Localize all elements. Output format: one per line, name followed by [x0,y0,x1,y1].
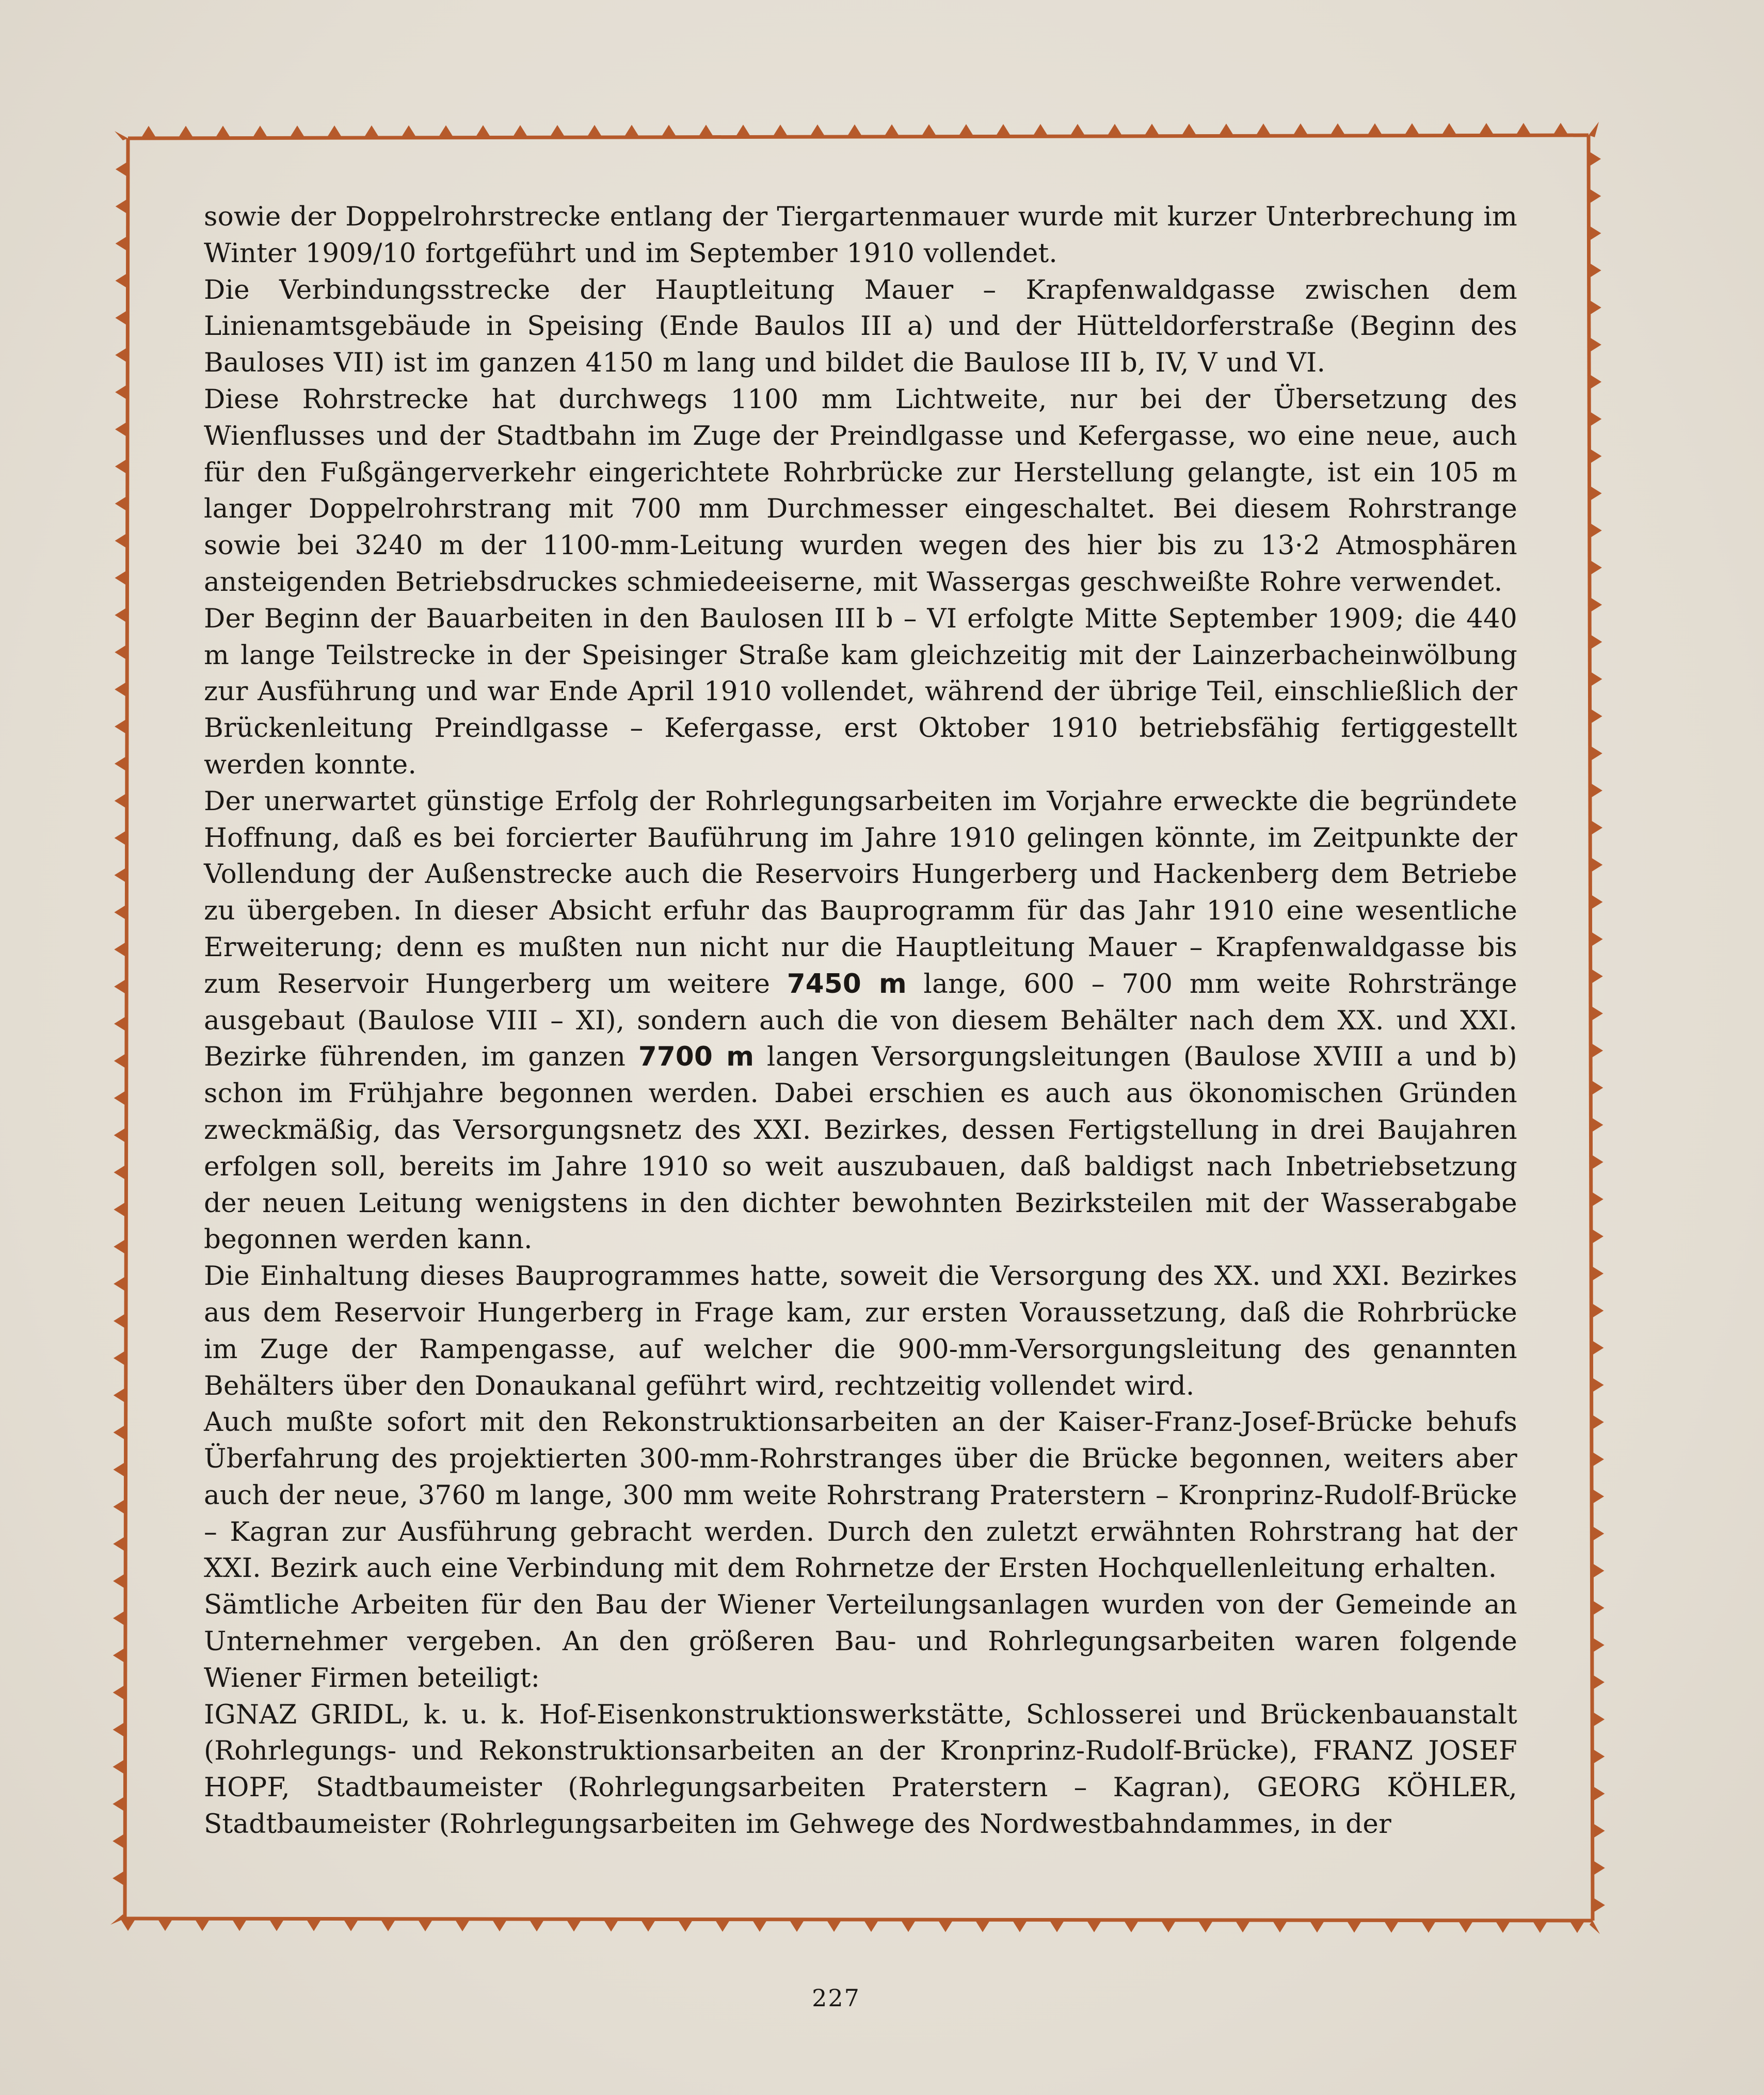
border-tooth-right [1591,969,1603,984]
border-tooth-top [1218,123,1234,136]
border-tooth-bottom [1086,1920,1102,1932]
border-tooth-left [115,793,127,809]
paragraph-firms: IGNAZ GRIDL, k. u. k. Hof-Eisenkonstruktionswerkstätte, Schlosserei und Brückenbauanstalt (Rohrlegungs- und Rekonstruktionsarbeiten an der Kronprinz-Rudolf-Brücke), FRANZ JOSEF HOPF, Stadtbaumeister (Rohrlegungsarbeiten Praterstern – Kagran), GEORG KÖHLER, Stadtbaumeister (Rohrlegungsarbeiten im Gehwege des Nordwestbahndammes, in der [204,1699,1517,1840]
border-tooth-top [475,125,491,138]
border-tooth-right [1589,411,1601,427]
border-tooth-left [113,1536,125,1552]
border-tooth-bottom [715,1920,730,1932]
border-tooth-bottom [752,1920,767,1932]
border-tooth-right [1589,151,1601,167]
border-tooth-left [113,1871,125,1886]
border-tooth-left [113,1685,125,1700]
border-tooth-bottom [1458,1921,1473,1933]
border-tooth-bottom [343,1919,359,1931]
border-tooth-left [115,459,127,474]
border-tooth-left [115,867,127,883]
border-tooth-bottom [826,1920,842,1932]
border-tooth-top [1144,124,1160,136]
border-tooth-left [114,1165,126,1180]
border-tooth-top [141,126,156,138]
border-tooth-left [114,1313,126,1329]
border-tooth-right [1591,1191,1603,1207]
border-tooth-top [252,125,268,138]
border-tooth-right [1590,820,1602,835]
border-tooth-left [115,533,127,549]
border-tooth-bottom [1421,1921,1436,1933]
border-tooth-top [1330,123,1345,136]
border-tooth-bottom [1272,1920,1288,1932]
border-tooth-left [114,942,126,957]
border-tooth-left [115,347,127,363]
border-tooth-left [115,310,127,326]
paragraph-5-part-3: langen Versorgungsleitungen (Baulose XVIII a und b) schon im Frühjahre begonnen werden. Dabei erschien es auch aus ökonomischen Gründen zweckmäßig, das Versorgungsnetz des XXI. Bezirkes, dessen Fertigstellung in drei Baujahren erfolgen soll, bereits im Jahre 1910 so weit auszubauen, daß baldigst nach Inbetriebsetzung der neuen Leitung wenigstens in den dichter bewohnten Bezirksteilen mit der Wasserabgabe begonnen werden kann. [204,1041,1517,1255]
border-tooth-left [115,496,127,511]
border-tooth-right [1589,263,1601,278]
paragraph-6: Die Einhaltung dieses Bauprogrammes hatte, soweit die Versorgung des XX. und XXI. Bezirkes aus dem Reservoir Hungerberg in Frage kam, zur ersten Voraussetzung, daß die Rohrbrücke im Zuge der Rampengasse, auf welcher die 900-mm-Versorgungsleitung des genannten Behälters über den Donaukanal geführt wird, rechtzeitig vollendet wird. [204,1261,1517,1401]
border-tooth-left [116,199,128,214]
border-tooth-right [1590,634,1602,650]
border-tooth-bottom [1309,1920,1325,1932]
border-tooth-bottom [492,1919,507,1931]
border-tooth-bottom [195,1919,210,1931]
border-tooth-top [847,124,862,137]
border-tooth-top [884,124,900,137]
border-tooth-bottom [529,1919,544,1931]
border-tooth-right [1591,1303,1603,1318]
border-tooth-top [773,124,788,137]
border-tooth-bottom [678,1920,693,1932]
border-tooth-left [114,1425,126,1440]
border-tooth-right [1590,894,1602,910]
border-tooth-right [1589,300,1601,315]
border-tooth-top [1441,123,1457,136]
border-tooth-bottom [269,1919,284,1931]
border-tooth-right [1592,1600,1605,1616]
border-tooth-left [114,905,126,920]
border-tooth-left [115,756,127,771]
border-tooth-bottom [1532,1921,1548,1933]
border-tooth-bottom [1049,1920,1065,1932]
border-tooth-right [1589,188,1601,204]
border-tooth-bottom [120,1919,136,1931]
border-tooth-left [113,1610,125,1626]
border-tooth-left [116,162,128,177]
border-tooth-bottom [1495,1921,1511,1933]
border-tooth-bottom [1198,1920,1213,1932]
paragraph-2: Die Verbindungsstrecke der Hauptleitung Mauer – Krapfenwaldgasse zwischen dem Linienamtsgebäude in Speising (Ende Baulos III a) und der Hütteldorferstraße (Beginn des Bauloses VII) ist im ganzen 4150 m lang und bildet die Baulose III b, IV, V und VI. [204,274,1517,379]
border-tooth-right [1592,1712,1605,1727]
border-tooth-right [1591,931,1603,947]
border-tooth-right [1589,448,1601,464]
border-tooth-left [114,1090,126,1106]
border-tooth-left [113,1573,125,1589]
border-tooth-top [1033,124,1048,136]
border-tooth-right [1590,857,1602,873]
border-tooth-bottom [455,1919,470,1931]
border-corner-top-right [1589,122,1599,137]
border-tooth-left [113,1722,125,1737]
paragraph-3: Diese Rohrstrecke hat durchwegs 1100 mm Lichtweite, nur bei der Übersetzung des Wienflusses und der Stadtbahn im Zuge der Preindlgasse und Kefergasse, wo eine neue, auch für den Fußgängerverkehr eingerichtete Rohrbrücke zur Herstellung gelangte, ist ein 105 m langer Doppelrohrstrang mit 700 mm Durchmesser eingeschaltet. Bei diesem Rohrstrange sowie bei 3240 m der 1100-mm-Leitung wurden wegen des hier bis zu 13·2 Atmosphären ansteigenden Betriebsdruckes schmiedeeiserne, mit Wassergas geschweißte Rohre verwendet. [204,383,1517,598]
border-tooth-top [550,125,565,137]
border-tooth-bottom [1346,1920,1362,1932]
border-tooth-bottom [938,1920,953,1932]
border-tooth-bottom [1384,1920,1399,1932]
paragraph-8: Sämtliche Arbeiten für den Bau der Wiener Verteilungsanlagen wurden von der Gemeinde an Unternehmer vergeben. An den größeren Bau- und Rohrlegungsarbeiten waren folgende Wiener Firmen beteiligt: [204,1589,1517,1694]
border-tooth-right [1592,1563,1604,1578]
border-tooth-right [1589,374,1601,390]
border-tooth-right [1591,1266,1603,1281]
border-corner-top-left [115,131,128,140]
border-tooth-right [1592,1377,1604,1393]
border-tooth-right [1590,783,1602,798]
border-tooth-left [115,422,127,437]
border-tooth-right [1589,337,1601,352]
border-tooth-top [1516,123,1531,135]
border-tooth-bottom [1124,1920,1139,1932]
paragraph-5-part-2: lange, 600 – 700 mm weite Rohrstränge ausgebaut (Baulose VIII – XI), sondern auch die von diesem Behälter nach dem XX. und XXI. Bezirke führenden, im ganzen [204,968,1517,1073]
border-tooth-left [115,607,127,623]
bold-length-7700: 7700 m [638,1041,755,1073]
border-right-line [1589,135,1593,1921]
border-tooth-top [178,126,194,138]
border-tooth-left [115,570,127,586]
paragraph-4: Der Beginn der Bauarbeiten in den Baulosen III b – VI erfolgte Mitte September 1909; die 440 m lange Teilstrecke in der Speisinger Straße kam gleichzeitig mit der Lainzerbacheinwölbung zur Ausführung und war Ende April 1910 vollendet, während der übrige Teil, einschließlich der Brückenleitung Preindlgasse – Kefergasse, erst Oktober 1910 betriebsfähig fertiggestellt werden konnte. [204,603,1517,780]
border-tooth-bottom [863,1920,879,1932]
paragraph-7: Auch mußte sofort mit den Rekonstruktionsarbeiten an der Kaiser-Franz-Josef-Brücke behufs Überfahrung des projektierten 300-mm-Rohrstranges über die Brücke begonnen, weiters aber auch der neue, 3760 m lange, 300 mm weite Rohrstrang Praterstern – Kronprinz-Rudolf-Brücke – Kagran zur Ausführung gebracht werden. Durch den zuletzt erwähnten Rohrstrang hat der XXI. Bezirk auch eine Verbindung mit dem Rohrnetze der Ersten Hochquellenleitung erhalten. [204,1407,1517,1584]
paragraph-5 [204,783,1517,1258]
border-tooth-bottom [232,1919,247,1931]
border-tooth-left [114,1053,126,1069]
border-tooth-left [115,384,127,400]
border-tooth-left [114,1276,126,1292]
border-tooth-right [1592,1786,1605,1801]
border-tooth-top [1479,123,1494,135]
border-tooth-right [1593,1823,1605,1839]
border-tooth-left [114,1016,126,1032]
border-tooth-right [1591,1229,1603,1244]
border-tooth-bottom [1569,1921,1585,1933]
border-tooth-top [996,124,1011,136]
border-tooth-right [1592,1526,1604,1541]
border-tooth-top [1256,123,1271,136]
border-tooth-left [114,979,126,994]
paragraph-5-part-1: Der unerwartet günstige Erfolg der Rohrlegungsarbeiten im Vorjahre erweckte die begründete Hoffnung, daß es bei forcierter Bauführung im Jahre 1910 gelingen könnte, im Zeitpunkte der Vollendung der Außenstrecke auch die Reservoirs Hungerberg und Hackenberg dem Betriebe zu übergeben. In dieser Absicht erfuhr das Bauprogramm für das Jahr 1910 eine wesentliche Erweiterung; denn es mußten nun nicht nur die Hauptleitung Mauer – Krapfenwaldgasse bis zum Reservoir Hungerberg um weitere [204,785,1517,1000]
border-tooth-top [1070,124,1085,136]
border-tooth-bottom [380,1919,396,1931]
border-tooth-right [1593,1897,1605,1913]
border-tooth-bottom [566,1919,582,1931]
border-tooth-top [1404,123,1420,136]
border-tooth-bottom [975,1920,990,1932]
border-tooth-left [115,644,127,660]
border-tooth-left [114,1350,126,1366]
border-tooth-right [1590,708,1602,724]
border-tooth-top [401,125,416,138]
border-tooth-right [1589,225,1601,241]
border-tooth-left [114,1127,126,1143]
border-tooth-left [114,1462,126,1477]
border-tooth-top [438,125,454,138]
border-tooth-right [1590,486,1602,501]
page-number: 227 [812,1984,860,2012]
border-tooth-top [290,125,305,138]
border-tooth-top [661,125,677,137]
border-tooth-right [1592,1674,1605,1690]
border-tooth-bottom [418,1919,433,1931]
border-tooth-left [115,830,127,846]
border-tooth-bottom [1235,1920,1250,1932]
border-tooth-left [115,682,127,697]
border-tooth-bottom [157,1919,173,1931]
border-tooth-top [512,125,528,137]
border-tooth-bottom [789,1920,805,1932]
border-tooth-right [1591,1080,1603,1095]
border-tooth-top [810,124,825,137]
border-tooth-top [735,124,751,137]
border-tooth-right [1591,1340,1603,1356]
border-tooth-left [113,1499,125,1514]
border-corner-bottom-right [1590,1921,1600,1934]
border-tooth-right [1592,1489,1604,1504]
border-tooth-bottom [306,1919,322,1931]
border-tooth-bottom [1161,1920,1176,1932]
border-tooth-left [113,1759,125,1775]
border-tooth-right [1592,1414,1604,1430]
border-tooth-top [624,125,639,137]
border-tooth-top [921,124,937,137]
border-tooth-left [116,273,128,288]
bold-length-7450: 7450 m [787,968,907,1000]
border-tooth-right [1590,671,1602,687]
body-text [204,199,1517,1855]
border-tooth-right [1592,1749,1605,1764]
border-tooth-right [1590,560,1602,575]
border-tooth-top [1367,123,1383,136]
border-tooth-left [114,1202,126,1217]
border-tooth-right [1592,1637,1605,1653]
border-tooth-right [1593,1860,1605,1876]
border-tooth-right [1590,523,1602,538]
border-tooth-top [215,126,231,138]
border-tooth-bottom [901,1920,916,1932]
border-tooth-top [958,124,974,137]
border-tooth-bottom [640,1919,656,1931]
border-tooth-left [113,1648,125,1663]
border-tooth-top [1553,123,1568,135]
border-tooth-right [1591,1043,1603,1058]
border-tooth-top [1107,124,1122,136]
border-tooth-top [1181,124,1197,136]
border-tooth-left [114,1388,126,1403]
border-tooth-bottom [603,1919,619,1931]
border-tooth-right [1590,597,1602,613]
border-tooth-bottom [1012,1920,1028,1932]
border-tooth-left [115,719,127,734]
border-tooth-left [113,1833,125,1849]
border-tooth-left [113,1796,125,1812]
border-tooth-top [327,125,342,138]
border-tooth-right [1590,746,1602,761]
border-tooth-left [114,1239,126,1254]
border-tooth-right [1591,1117,1603,1133]
border-tooth-top [587,125,602,137]
border-tooth-top [1293,123,1308,136]
paragraph-1: sowie der Doppelrohrstrecke entlang der Tiergartenmauer wurde mit kurzer Unterbrechung im Winter 1909/10 fortgeführt und im September 1910 vollendet. [204,201,1517,269]
border-tooth-left [116,236,128,251]
border-tooth-right [1591,1154,1603,1170]
border-tooth-right [1591,1006,1603,1021]
border-tooth-top [698,125,714,137]
border-tooth-top [364,125,379,138]
border-tooth-right [1592,1452,1604,1467]
